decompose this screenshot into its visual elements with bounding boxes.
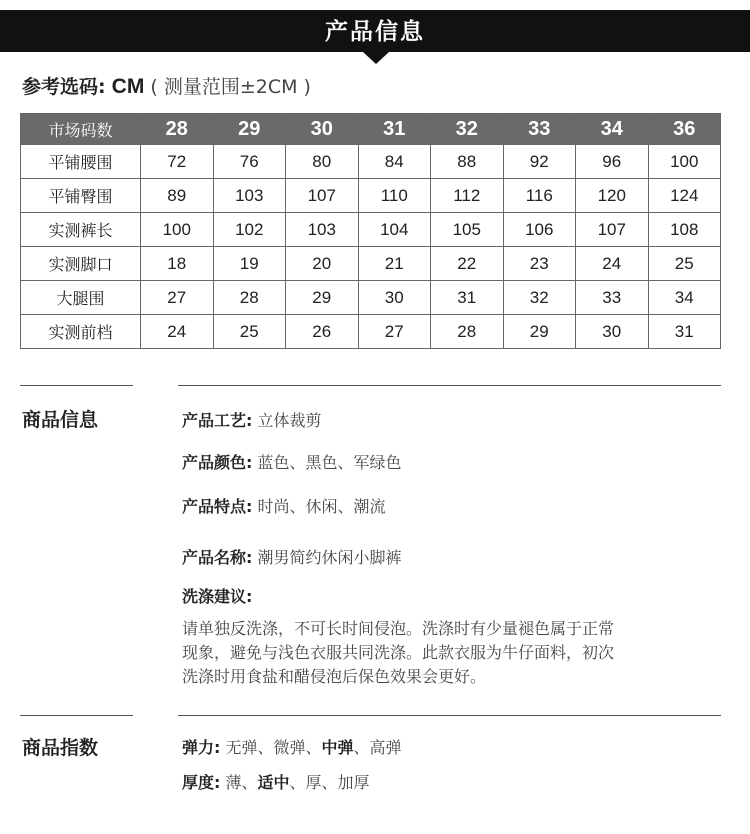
size-table-row: [21, 315, 721, 349]
size-value-cell: 107: [286, 179, 359, 213]
size-value-cell: 116: [503, 179, 576, 213]
size-header-cell: 36: [648, 114, 721, 145]
size-header-cell: 31: [358, 114, 431, 145]
title-banner: [0, 10, 750, 52]
size-value-cell: 20: [286, 247, 359, 281]
size-value-cell: 21: [358, 247, 431, 281]
thickness-row: [182, 770, 370, 793]
size-table-row: [21, 247, 721, 281]
size-value-cell: 18: [141, 247, 214, 281]
thickness-selected: 适中: [257, 773, 290, 792]
size-value-cell: 23: [503, 247, 576, 281]
size-value-cell: 27: [141, 281, 214, 315]
size-value-cell: 28: [213, 281, 286, 315]
size-value-cell: 29: [503, 315, 576, 349]
size-value-cell: 110: [358, 179, 431, 213]
size-value-cell: 100: [141, 213, 214, 247]
craft-value: 立体裁剪: [257, 411, 322, 430]
size-value-cell: 104: [358, 213, 431, 247]
row-label: 平铺腰围: [21, 145, 141, 179]
thickness-options-pre: 薄、: [225, 773, 258, 792]
feature-key: 产品特点:: [182, 497, 253, 516]
size-value-cell: 27: [358, 315, 431, 349]
size-value-cell: 120: [576, 179, 649, 213]
size-value-cell: 72: [141, 145, 214, 179]
size-value-cell: 108: [648, 213, 721, 247]
wash-line: 洗涤时用食盐和醋侵泡后保色效果会更好。: [182, 667, 487, 686]
size-value-cell: 106: [503, 213, 576, 247]
size-header-cell: 30: [286, 114, 359, 145]
size-value-cell: 92: [503, 145, 576, 179]
size-value-cell: 80: [286, 145, 359, 179]
elasticity-options-post: 、高弹: [353, 738, 402, 757]
size-table-row: [21, 179, 721, 213]
size-header-label: 市场码数: [21, 114, 141, 145]
row-label: 大腿围: [21, 281, 141, 315]
size-value-cell: 89: [141, 179, 214, 213]
name-value: 潮男简约休闲小脚裤: [257, 548, 402, 567]
size-value-cell: 84: [358, 145, 431, 179]
size-value-cell: 107: [576, 213, 649, 247]
size-value-cell: 29: [286, 281, 359, 315]
size-value-cell: 100: [648, 145, 721, 179]
row-label: 平铺臀围: [21, 179, 141, 213]
size-value-cell: 19: [213, 247, 286, 281]
size-header-cell: 33: [503, 114, 576, 145]
wash-line: 请单独反洗涤，不可长时间侵泡。洗涤时有少量褪色属于正常: [182, 619, 615, 638]
wash-advice-text: [182, 617, 727, 689]
product-name: [182, 545, 402, 568]
thickness-options-post: 、厚、加厚: [289, 773, 370, 792]
size-value-cell: 30: [358, 281, 431, 315]
size-value-cell: 103: [286, 213, 359, 247]
banner-notch: [363, 52, 389, 64]
size-table: [20, 113, 721, 349]
size-table-row: [21, 281, 721, 315]
color-value: 蓝色、黑色、军绿色: [257, 453, 402, 472]
size-value-cell: 31: [431, 281, 504, 315]
size-table-header-row: [21, 114, 721, 145]
size-reference-header: [22, 72, 311, 99]
product-color: [182, 450, 402, 473]
size-value-cell: 102: [213, 213, 286, 247]
product-index-title: 商品指数: [22, 737, 99, 759]
section-divider-right: [178, 385, 721, 386]
size-value-cell: 26: [286, 315, 359, 349]
section-divider-right: [178, 715, 721, 716]
product-info-title: 商品信息: [22, 409, 99, 431]
craft-key: 产品工艺:: [182, 411, 253, 430]
size-value-cell: 24: [576, 247, 649, 281]
size-value-cell: 32: [503, 281, 576, 315]
feature-value: 时尚、休闲、潮流: [257, 497, 386, 516]
size-header-cell: 29: [213, 114, 286, 145]
size-table-row: [21, 213, 721, 247]
size-unit: CM: [111, 75, 145, 98]
size-header-cell: 28: [141, 114, 214, 145]
row-label: 实测脚口: [21, 247, 141, 281]
size-value-cell: 112: [431, 179, 504, 213]
wash-line: 现象，避免与浅色衣服共同洗涤。此款衣服为牛仔面料，初次: [182, 643, 615, 662]
size-value-cell: 31: [648, 315, 721, 349]
product-craft: [182, 408, 322, 431]
size-value-cell: 25: [213, 315, 286, 349]
wash-advice-key: 洗涤建议:: [182, 587, 253, 606]
name-key: 产品名称:: [182, 548, 253, 567]
size-value-cell: 22: [431, 247, 504, 281]
section-divider-left: [20, 715, 133, 716]
size-value-cell: 103: [213, 179, 286, 213]
elasticity-row: [182, 735, 402, 758]
elasticity-options-pre: 无弹、微弹、: [225, 738, 322, 757]
size-header-cell: 32: [431, 114, 504, 145]
size-value-cell: 24: [141, 315, 214, 349]
size-value-cell: 105: [431, 213, 504, 247]
size-value-cell: 28: [431, 315, 504, 349]
size-measure-note: ( 测量范围±2CM ): [150, 76, 311, 98]
color-key: 产品颜色:: [182, 453, 253, 472]
banner-title: 产品信息: [325, 18, 425, 45]
size-value-cell: 33: [576, 281, 649, 315]
size-value-cell: 30: [576, 315, 649, 349]
row-label: 实测前档: [21, 315, 141, 349]
size-table-row: [21, 145, 721, 179]
size-value-cell: 88: [431, 145, 504, 179]
size-header-cell: 34: [576, 114, 649, 145]
section-divider-left: [20, 385, 133, 386]
row-label: 实测裤长: [21, 213, 141, 247]
size-reference-label: 参考选码:: [22, 76, 106, 98]
elasticity-key: 弹力:: [182, 738, 221, 757]
size-value-cell: 34: [648, 281, 721, 315]
thickness-key: 厚度:: [182, 773, 221, 792]
elasticity-selected: 中弹: [321, 738, 354, 757]
size-value-cell: 96: [576, 145, 649, 179]
size-value-cell: 76: [213, 145, 286, 179]
product-feature: [182, 494, 386, 517]
size-value-cell: 124: [648, 179, 721, 213]
size-value-cell: 25: [648, 247, 721, 281]
